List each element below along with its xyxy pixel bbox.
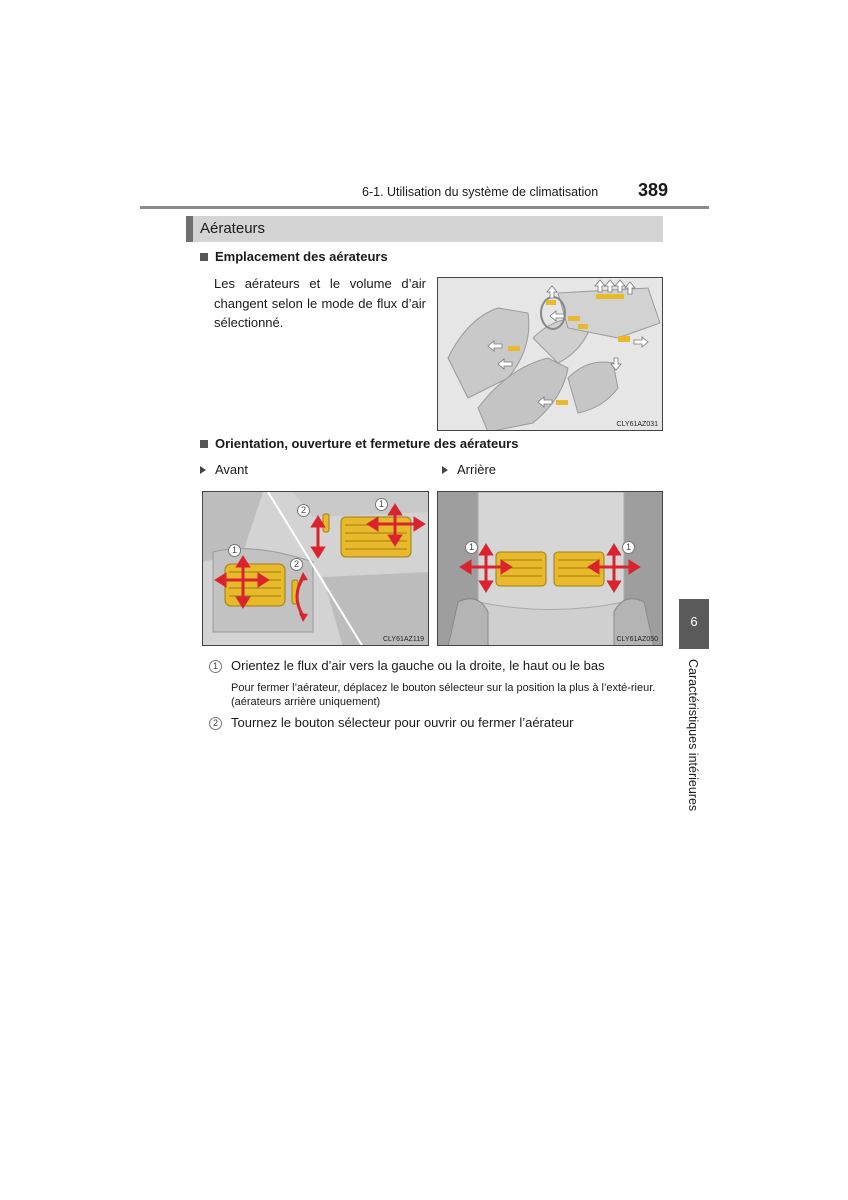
figure-code: CLY61AZ119	[383, 636, 424, 643]
running-header-section: 6-1. Utilisation du système de climatisation	[362, 185, 599, 199]
rear-vents-illustration	[438, 492, 663, 646]
triangle-bullet-icon	[200, 466, 206, 474]
step-2-text: Tournez le bouton sélecteur pour ouvrir ou fermer l’aérateur	[231, 715, 574, 730]
callout-1: 1	[622, 541, 635, 554]
step-number-2: 2	[209, 717, 222, 730]
rear-label: Arrière	[457, 462, 497, 477]
vent-location-figure	[437, 277, 663, 431]
front-vents-figure	[202, 491, 429, 646]
vent-location-heading: Emplacement des aérateurs	[215, 249, 388, 264]
callout-2: 2	[290, 558, 303, 571]
section-title-bar	[186, 216, 663, 242]
step-number-1: 1	[209, 660, 222, 673]
callout-1: 1	[465, 541, 478, 554]
figure-code: CLY61AZ050	[616, 636, 658, 643]
front-label: Avant	[215, 462, 249, 477]
defroster-vent	[596, 294, 624, 299]
square-bullet-icon	[200, 253, 208, 261]
chapter-number: 6	[690, 614, 698, 629]
square-bullet-icon	[200, 440, 208, 448]
callout-1: 1	[228, 544, 241, 557]
front-vents-illustration	[203, 492, 429, 646]
section-title: Aérateurs	[200, 220, 266, 237]
callout-2: 2	[297, 504, 310, 517]
header-divider	[140, 206, 709, 209]
triangle-bullet-icon	[442, 466, 448, 474]
rear-vents-figure	[437, 491, 663, 646]
left-vent	[225, 564, 285, 606]
step-1-note: Pour fermer l’aérateur, déplacez le bouton sélecteur sur la position la plus à l’exté-rieur. (aérateurs arrière uniquement)	[231, 682, 656, 708]
step-1-text: Orientez le flux d’air vers la gauche ou la droite, le haut ou le bas	[231, 658, 605, 673]
callout-1: 1	[375, 498, 388, 511]
figure-code: CLY61AZ031	[616, 421, 658, 428]
vent-orientation-heading: Orientation, ouverture et fermeture des aérateurs	[215, 436, 519, 451]
vent-location-text: Les aérateurs et le volume d’air changent selon le mode de flux d’air sélectionné.	[214, 276, 426, 330]
chapter-tab	[679, 599, 709, 649]
car-interior-illustration	[438, 278, 663, 431]
chapter-title: Caractéristiques intérieures	[686, 659, 700, 812]
page-number: 389	[638, 180, 669, 200]
